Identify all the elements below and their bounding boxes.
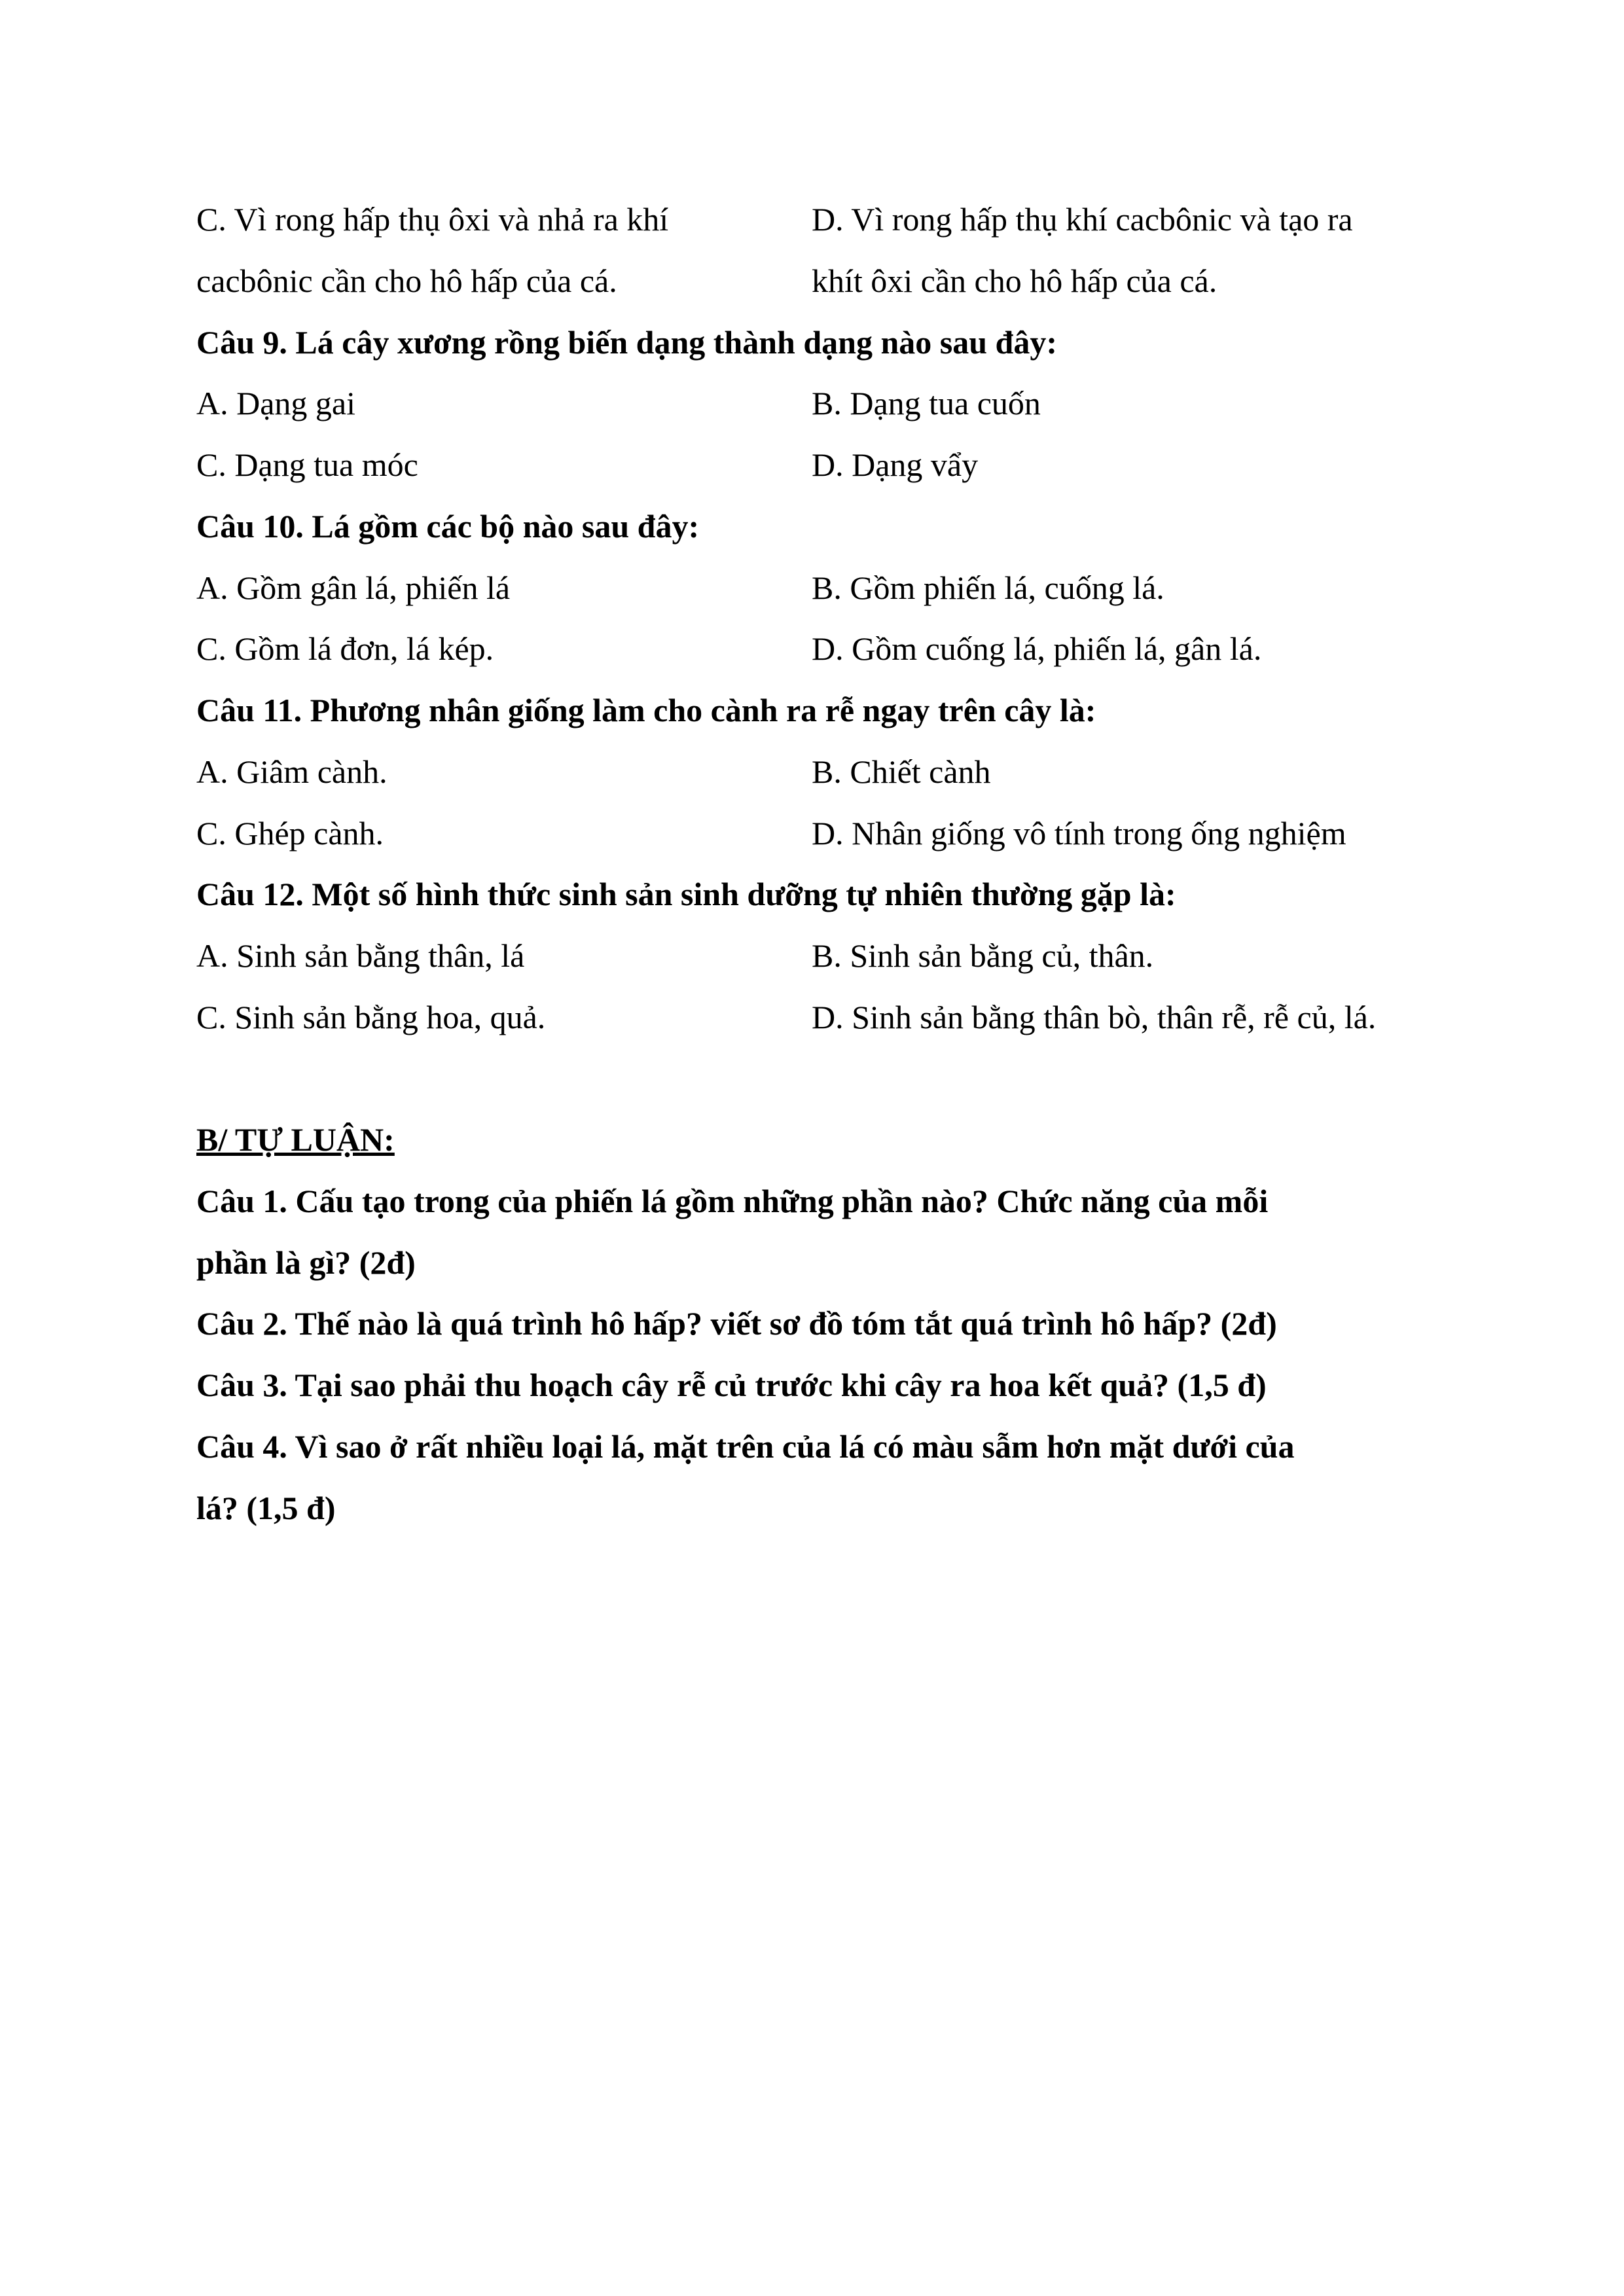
q8-option-c-line2: cacbônic cần cho hô hấp của cá. <box>196 262 617 299</box>
q10-question: Câu 10. Lá gồm các bộ nào sau đây: <box>196 508 700 545</box>
essay-q1-line1: Câu 1. Cấu tạo trong của phiến lá gồm những phần nào? Chức năng của mỗi <box>196 1183 1269 1219</box>
q12-question: Câu 12. Một số hình thức sinh sản sinh dưỡng tự nhiên thường gặp là: <box>196 876 1176 912</box>
essay-q2: Câu 2. Thế nào là quá trình hô hấp? viết sơ đồ tóm tắt quá trình hô hấp? (2đ) <box>196 1305 1277 1342</box>
q12-option-d: D. Sinh sản bằng thân bò, thân rễ, rễ củ, lá. <box>812 999 1377 1035</box>
q9-option-c: C. Dạng tua móc <box>196 446 418 483</box>
q9-question: Câu 9. Lá cây xương rồng biến dạng thành dạng nào sau đây: <box>196 324 1057 361</box>
q10-options-row-2 <box>196 622 1440 675</box>
q8-option-c-line1: C. Vì rong hấp thụ ôxi và nhả ra khí <box>196 201 669 238</box>
q9-option-d: D. Dạng vẩy <box>812 446 979 483</box>
essay-q3: Câu 3. Tại sao phải thu hoạch cây rễ củ trước khi cây ra hoa kết quả? (1,5 đ) <box>196 1367 1267 1403</box>
q10-options-row-1 <box>196 562 1440 614</box>
essay-q4-line1: Câu 4. Vì sao ở rất nhiều loại lá, mặt trên của lá có màu sẫm hơn mặt dưới của <box>196 1428 1295 1465</box>
q12-option-b: B. Sinh sản bằng củ, thân. <box>812 937 1154 974</box>
q8-options-row-1 <box>196 193 1440 245</box>
q11-option-c: C. Ghép cành. <box>196 815 384 852</box>
q11-question: Câu 11. Phương nhân giống làm cho cành ra rễ ngay trên cây là: <box>196 692 1096 728</box>
q10-option-c: C. Gồm lá đơn, lá kép. <box>196 630 494 667</box>
q11-option-a: A. Giâm cành. <box>196 753 388 790</box>
q11-option-d: D. Nhân giống vô tính trong ống nghiệm <box>812 815 1346 852</box>
q9-option-b: B. Dạng tua cuốn <box>812 385 1041 422</box>
q11-option-b: B. Chiết cành <box>812 753 991 790</box>
q11-options-row-2 <box>196 807 1440 859</box>
q9-option-a: A. Dạng gai <box>196 385 355 422</box>
q8-option-d-line2: khít ôxi cần cho hô hấp của cá. <box>812 262 1218 299</box>
q9-options-row-1 <box>196 377 1440 429</box>
q10-option-d: D. Gồm cuống lá, phiến lá, gân lá. <box>812 630 1262 667</box>
q10-option-a: A. Gồm gân lá, phiến lá <box>196 569 511 606</box>
q9-options-row-2 <box>196 439 1440 491</box>
essay-q4-line2: lá? (1,5 đ) <box>196 1490 336 1526</box>
q8-option-d-line1: D. Vì rong hấp thụ khí cacbônic và tạo ra <box>812 201 1353 238</box>
essay-section-title: B/ TỰ LUẬN: <box>196 1121 395 1158</box>
q12-options-row-2 <box>196 991 1440 1043</box>
q12-options-row-1 <box>196 929 1440 982</box>
q12-option-a: A. Sinh sản bằng thân, lá <box>196 937 525 974</box>
q8-options-row-2 <box>196 255 1440 307</box>
essay-q1-line2: phần là gì? (2đ) <box>196 1244 416 1281</box>
q10-option-b: B. Gồm phiến lá, cuống lá. <box>812 569 1164 606</box>
q12-option-c: C. Sinh sản bằng hoa, quả. <box>196 999 546 1035</box>
q11-options-row-1 <box>196 745 1440 798</box>
